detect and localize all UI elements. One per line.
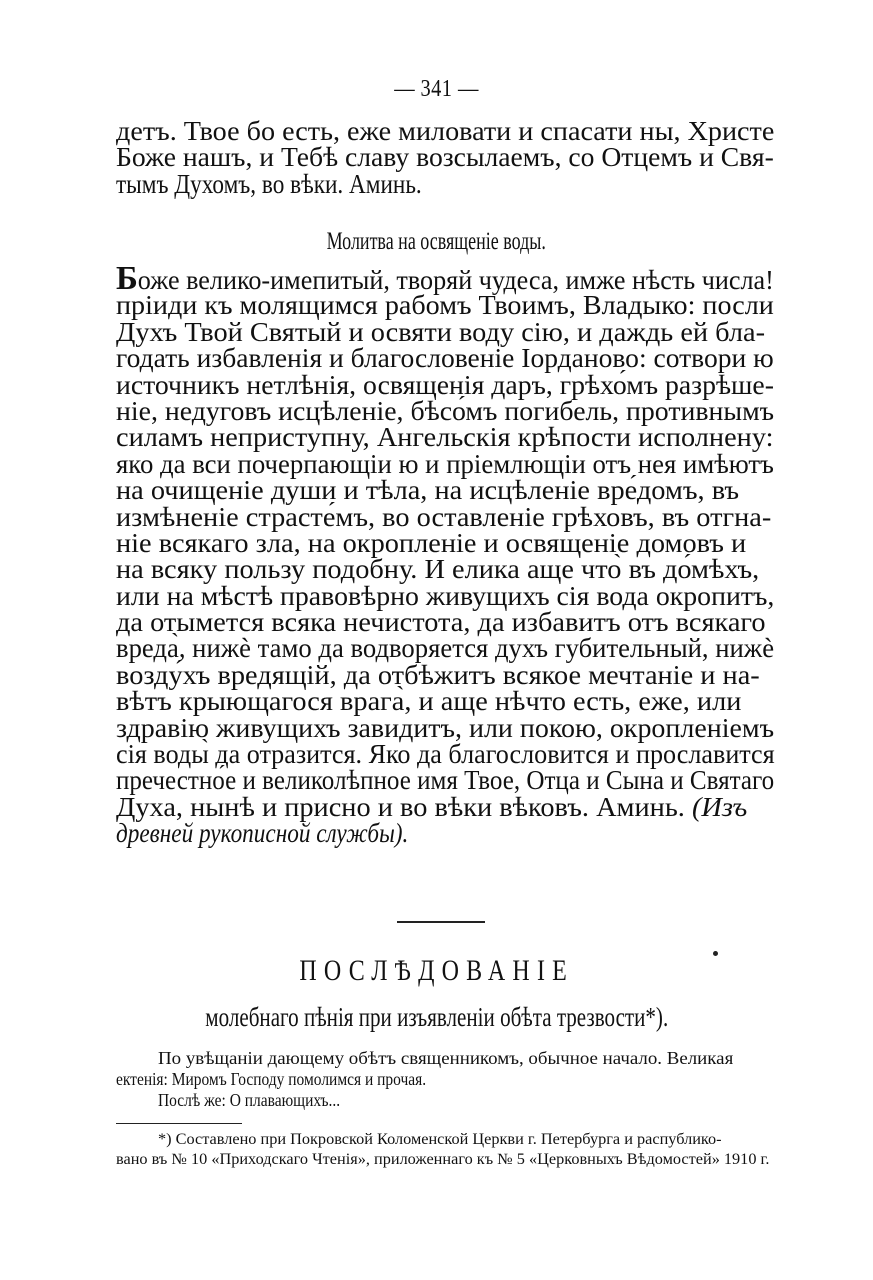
section-heading-water-blessing: Молитва на освященіе воды. bbox=[326, 228, 547, 255]
text-line: ніе всякаго зла, на окропленіе и освященіе домовъ и bbox=[116, 527, 747, 558]
text-line: возду́хъ вредящій, да отбѣжитъ всякое мечтаніе и на- bbox=[116, 659, 760, 690]
footnote-line: вано въ № 10 «Приходскаго Чтенія», приложеннаго къ № 5 «Церковныхъ Вѣдомостей» 1910 г. bbox=[116, 1151, 770, 1168]
rubric-line: По увѣщаніи дающему обѣтъ священникомъ, обычное начало. Великая bbox=[158, 1048, 734, 1068]
text-line: пречестно́е и великолѣпное имя Твое, Отца и Сына и Святаго bbox=[116, 765, 775, 796]
text-line: тымъ Духомъ, во вѣки. Аминь. bbox=[116, 168, 422, 199]
text-line: Боже нашъ, и Тебѣ славу возсылаемъ, со Отцемъ и Свя- bbox=[116, 142, 774, 173]
section-divider bbox=[397, 921, 485, 923]
rubric-line: ектенія: Миромъ Господу помолимся и прочая. bbox=[116, 1069, 427, 1089]
text-line: детъ. Твое бо есть, еже миловати и спасати ны, Христе bbox=[116, 116, 775, 146]
rubric-paragraph bbox=[116, 1048, 774, 1111]
text-line: ніе, недуговъ исцѣленіе, бѣсо́мъ погибель, противнымъ bbox=[116, 395, 775, 426]
text-line: или на мѣстѣ правовѣрно живущихъ сія вода окропитъ, bbox=[116, 580, 775, 611]
text-line: яко да вси почерпающіи ю и пріемлющіи отъ нея имѣютъ bbox=[116, 448, 774, 479]
text-line: здравію живущихъ завидитъ, или покою, окропленіемъ bbox=[116, 712, 775, 743]
text-line: измѣненіе страсте́мъ, во оставленіе грѣховъ, въ отгна- bbox=[116, 501, 772, 532]
page-number: — 341 — bbox=[394, 76, 479, 102]
text-line: Духъ Твой Святый и освяти воду сію, и даждь ей бла- bbox=[116, 316, 766, 347]
text-line: вѣтъ крыющагося врага̀, и аще нѣчто есть, еже, или bbox=[116, 686, 742, 717]
text-line: сія воды̀ да отразится. Яко да благословится и прославится bbox=[116, 739, 775, 770]
text-line bbox=[116, 818, 774, 849]
source-note-cont: древней рукописной службы). bbox=[116, 818, 409, 849]
footnote-line: *) Составлено при Покровской Коломенской Церкви г. Петербурга и распублико- bbox=[158, 1131, 722, 1148]
text-line: Духа, нынѣ и присно и во вѣки вѣковъ. Аминь. (Изъ bbox=[116, 791, 748, 822]
drop-cap: Б bbox=[116, 260, 138, 297]
text-line: да отымется всяка нечистота, да избавитъ отъ всякаго bbox=[116, 607, 766, 638]
prayer-paragraph bbox=[116, 260, 775, 849]
text-line: на очищеніе души и тѣла, на исцѣленіе вре́домъ, въ bbox=[116, 475, 740, 506]
text-line-first: Боже велико-имепитый, творяй чудеса, имже нѣсть числа! bbox=[116, 260, 774, 297]
section-heading-sequence: ПОСЛѢДОВАНІЕ bbox=[299, 954, 574, 987]
text-line: пріиди къ молящимся рабомъ Твоимъ, Владыко: посли bbox=[116, 290, 774, 321]
text-line: источникъ нетлѣнія, освященія даръ, грѣхо́мъ разрѣше- bbox=[116, 369, 774, 400]
intro-paragraph bbox=[116, 118, 774, 197]
rubric-line: Послѣ же: О плавающихъ... bbox=[158, 1090, 341, 1110]
text-line: на всяку пользу подобну. И елика аще что̀ въ до́мѣхъ, bbox=[116, 554, 760, 585]
text-line: силамъ неприступну, Ангельскія крѣпости исполнену: bbox=[116, 422, 774, 453]
text-line: годать избавленія и благословеніе Іорданово: сотвори ю bbox=[116, 343, 774, 374]
text-line: вреда̀, нижѐ тамо да водворяется духъ губительный, нижѐ bbox=[116, 633, 775, 664]
footnote-divider bbox=[116, 1123, 242, 1124]
source-note: (Изъ bbox=[691, 791, 748, 822]
footnote bbox=[116, 1130, 774, 1170]
section-subheading: молебнаго пѣнія при изъявленіи обѣта трезвости*). bbox=[205, 1002, 668, 1032]
